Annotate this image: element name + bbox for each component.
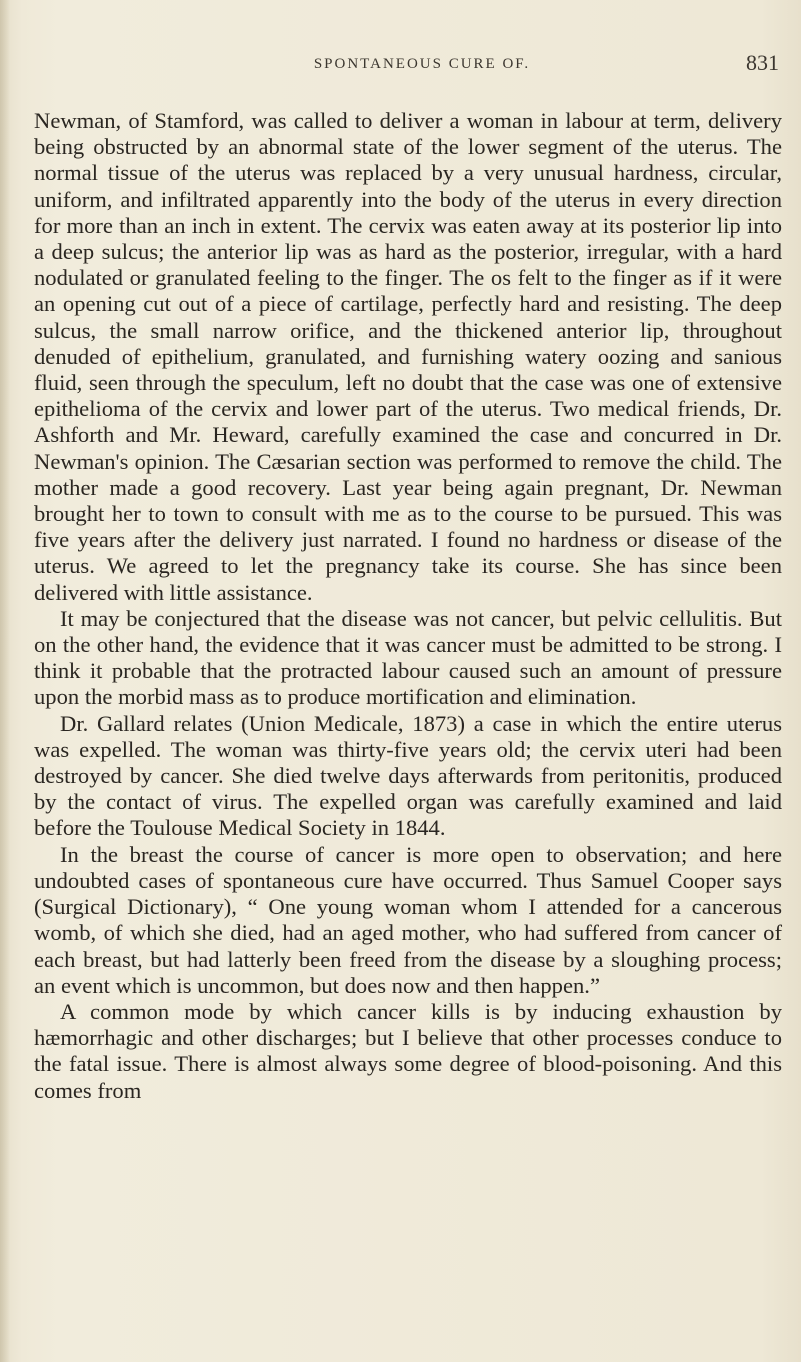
running-head: SPONTANEOUS CURE OF. — [313, 56, 531, 72]
paragraph: Newman, of Stamford, was called to deliver a woman in labour at term, delivery being obstructed by an abnormal state of the lower segment of the uterus. The normal tissue of the uterus was replaced by a very unusual hardness, circular, uniform, and infiltrated apparently into the body of the uterus in every direction for more than an inch in extent. The cervix was eaten away at its posterior lip into a deep sulcus; the anterior lip was as hard as the posterior, irregular, with a hard nodulated or granulated feeling to the finger. The os felt to the finger as if it were an opening cut out of a piece of cartilage, perfectly hard and resisting. The deep sulcus, the small narrow orifice, and the thickened anterior lip, throughout denuded of epithelium, granulated, and furnishing watery oozing and sanious fluid, seen through the speculum, left no doubt that the case was one of extensive epithelioma of the cervix and lower part of the uterus. Two medical friends, Dr. Ashforth and Mr. Heward, carefully examined the case and concurred in Dr. Newman's opinion. The Cæsarian section was performed to remove the child. The mother made a good recovery. Last year being again pregnant, Dr. Newman brought her to town to consult with me as to the course to be pursued. This was five years after the delivery just narrated. I found no hardness or disease of the uterus. We agreed to let the pregnancy take its course. She has since been delivered with little assistance. — [34, 108, 782, 605]
paragraph: A common mode by which cancer kills is by inducing exhaustion by hæmorrhagic and other discharges; but I believe that other processes conduce to the fatal issue. There is almost always some degree of blood-poisoning. And this comes from — [34, 998, 782, 1103]
paragraph: In the breast the course of cancer is more open to observation; and here undoubted cases of spontaneous cure have occurred. Thus Samuel Cooper says (Surgical Dictionary), “ One young woman whom I attended for a cancerous womb, of which she died, had an aged mother, who had suffered from cancer of each breast, but had latterly been freed from the disease by a sloughing process; an event which is uncommon, but does now and then happen.” — [34, 841, 782, 998]
paragraph: It may be conjectured that the disease was not cancer, but pelvic cellulitis. But on the other hand, the evidence that it was cancer must be admitted to be strong. I think it probable that the protracted labour caused such an amount of pressure upon the morbid mass as to produce mortification and elimination. — [34, 605, 782, 710]
paragraph: Dr. Gallard relates (Union Medicale, 1873) a case in which the entire uterus was expelled. The woman was thirty-five years old; the cervix uteri had been destroyed by cancer. She died twelve days afterwards from peritonitis, produced by the contact of virus. The expelled organ was carefully examined and laid before the Toulouse Medical Society in 1844. — [34, 710, 782, 841]
page-number: 831 — [746, 50, 779, 75]
body-text — [34, 108, 782, 1104]
spine-shadow — [0, 0, 10, 1362]
